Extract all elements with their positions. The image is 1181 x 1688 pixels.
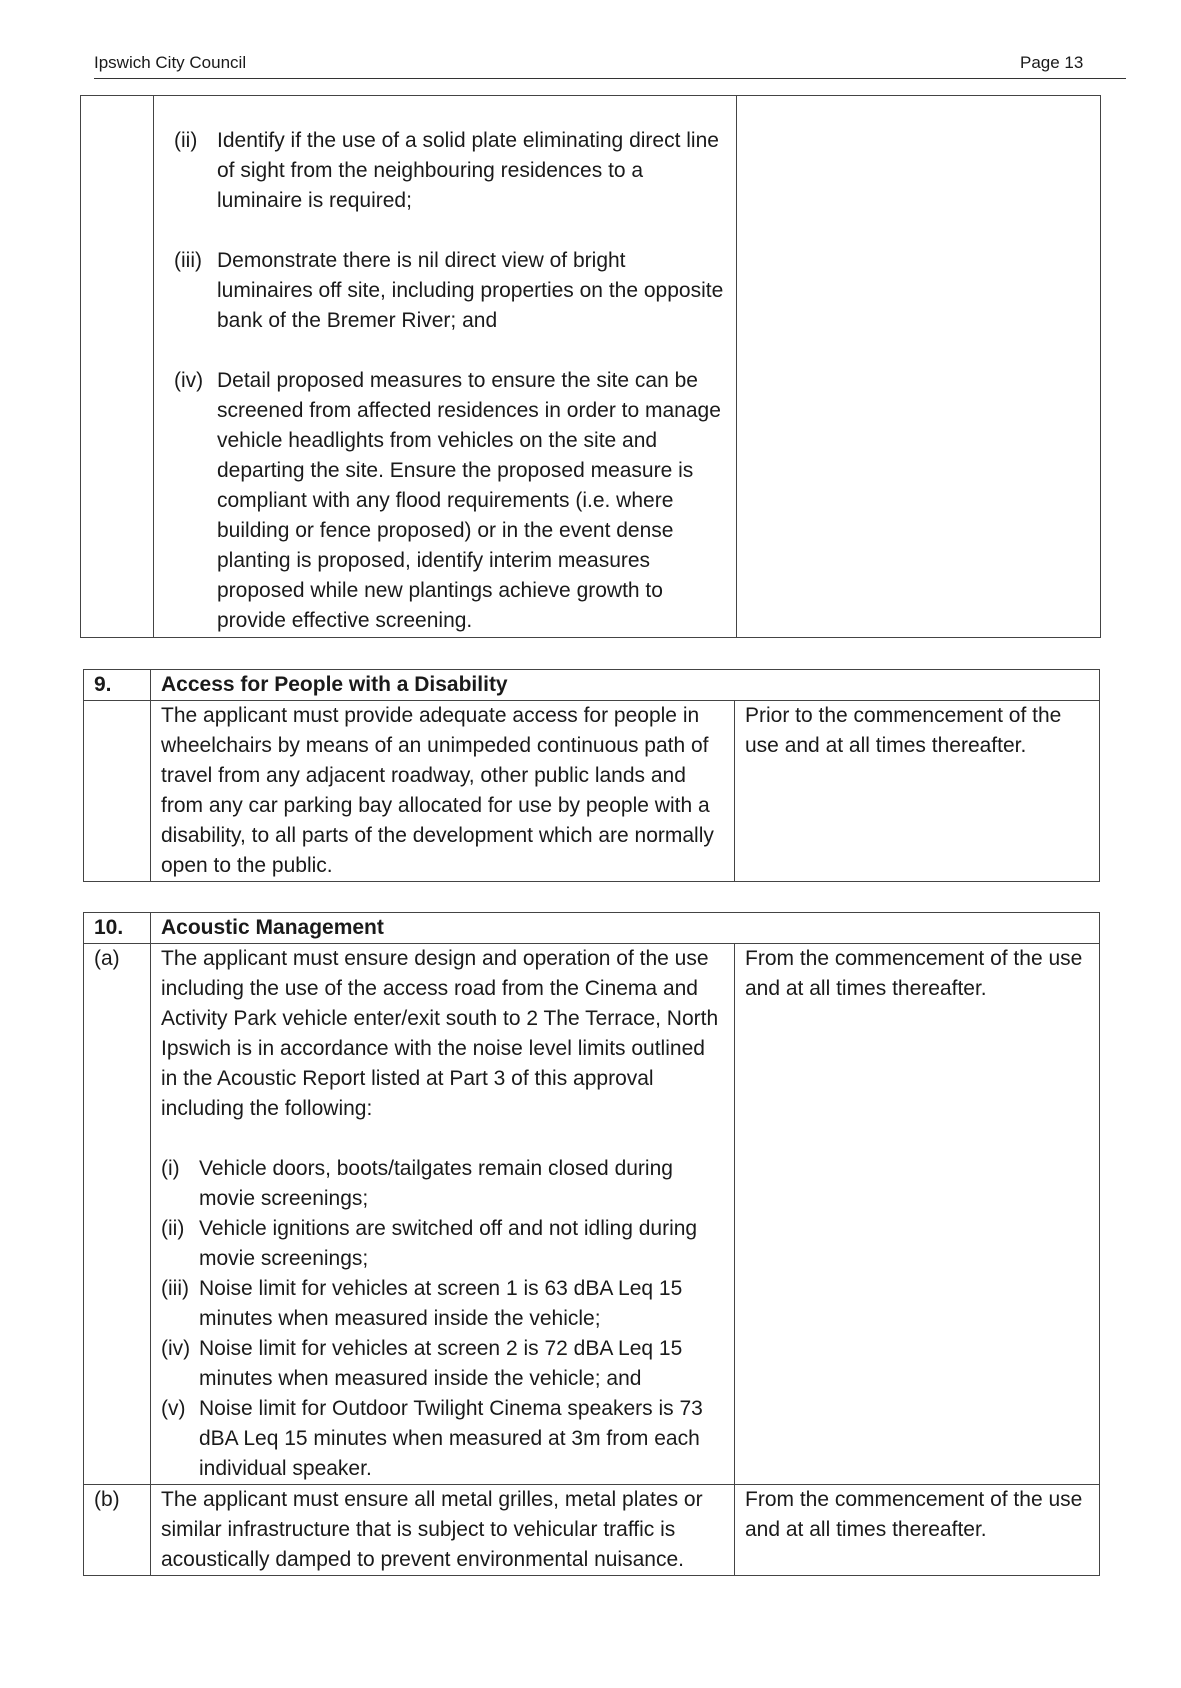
list-item <box>161 1154 724 1214</box>
number-cell <box>81 96 154 638</box>
item-label: (i) <box>161 1157 180 1180</box>
item-label: (iv) <box>174 369 204 392</box>
header-organisation: Ipswich City Council <box>94 53 247 72</box>
condition-title: Access for People with a Disability <box>151 670 1100 701</box>
item-text: Identify if the use of a solid plate eliminating direct line of sight from the neighbouring residences to a luminaire is required; <box>217 129 719 212</box>
item-label: (v) <box>161 1397 186 1420</box>
header-page-number: Page 13 <box>1020 53 1084 72</box>
list-item <box>161 1214 724 1274</box>
condition-number: 10. <box>84 913 151 944</box>
list-item <box>174 366 726 636</box>
subcondition-timing: From the commencement of the use and at all times thereafter. <box>735 944 1100 1485</box>
item-text: Demonstrate there is nil direct view of bright luminaires off site, including properties on the opposite bank of the Bremer River; and <box>217 249 724 332</box>
item-label: (ii) <box>174 129 198 152</box>
condition-9-table <box>83 669 1100 882</box>
item-label: (iv) <box>161 1337 191 1360</box>
subcondition-text: The applicant must ensure design and operation of the use including the use of the access road from the Cinema and Activity Park vehicle enter/exit south to 2 The Terrace, North Ipswich is in accordance with the noise level limits outlined in the Acoustic Report listed at Part 3 of this approval including the following: <box>161 947 719 1120</box>
list-item <box>174 126 726 216</box>
condition-text: The applicant must provide adequate access for people in wheelchairs by means of an unimpeded continuous path of travel from any adjacent roadway, other public lands and from any car parking bay allocated for use by people with a disability, to all parts of the development which are normally open to the public. <box>151 701 735 882</box>
item-text: Detail proposed measures to ensure the site can be screened from affected residences in order to manage vehicle headlights from vehicles on the site and departing the site. Ensure the proposed measure is compliant with any flood requirements (i.e. where building or fence proposed) or in the event dense planting is proposed, identify interim measures proposed while new plantings achieve growth to provide effective screening. <box>217 369 721 632</box>
list-item <box>161 1334 724 1394</box>
subcondition-timing: From the commencement of the use and at all times thereafter. <box>735 1485 1100 1576</box>
item-text: Noise limit for vehicles at screen 1 is 63 dBA Leq 15 minutes when measured inside the vehicle; <box>199 1277 683 1330</box>
list-item <box>161 1274 724 1334</box>
condition-10-table <box>83 912 1100 1576</box>
item-text: Noise limit for Outdoor Twilight Cinema speakers is 73 dBA Leq 15 minutes when measured at 3m from each individual speaker. <box>199 1397 703 1480</box>
timing-cell <box>737 96 1101 638</box>
item-label: (iii) <box>161 1277 189 1300</box>
condition-8-continuation-table <box>80 95 1101 638</box>
subcondition-text-cell <box>151 944 735 1485</box>
list-item <box>174 246 726 336</box>
condition-timing: Prior to the commencement of the use and at all times thereafter. <box>735 701 1100 882</box>
condition-number: 9. <box>84 670 151 701</box>
header-divider <box>94 78 1126 79</box>
item-label: (ii) <box>161 1217 185 1240</box>
subcondition-label: (a) <box>84 944 151 1485</box>
subcondition-label: (b) <box>84 1485 151 1576</box>
spacer <box>161 1124 724 1154</box>
condition-title: Acoustic Management <box>151 913 1100 944</box>
item-text: Noise limit for vehicles at screen 2 is 72 dBA Leq 15 minutes when measured inside the vehicle; and <box>199 1337 683 1390</box>
requirement-cell <box>154 96 737 638</box>
item-text: Vehicle doors, boots/tailgates remain closed during movie screenings; <box>199 1157 673 1210</box>
number-cell <box>84 701 151 882</box>
item-label: (iii) <box>174 249 202 272</box>
list-item <box>161 1394 724 1484</box>
subcondition-text: The applicant must ensure all metal grilles, metal plates or similar infrastructure that is subject to vehicular traffic is acoustically damped to prevent environmental nuisance. <box>151 1485 735 1576</box>
item-text: Vehicle ignitions are switched off and not idling during movie screenings; <box>199 1217 698 1270</box>
